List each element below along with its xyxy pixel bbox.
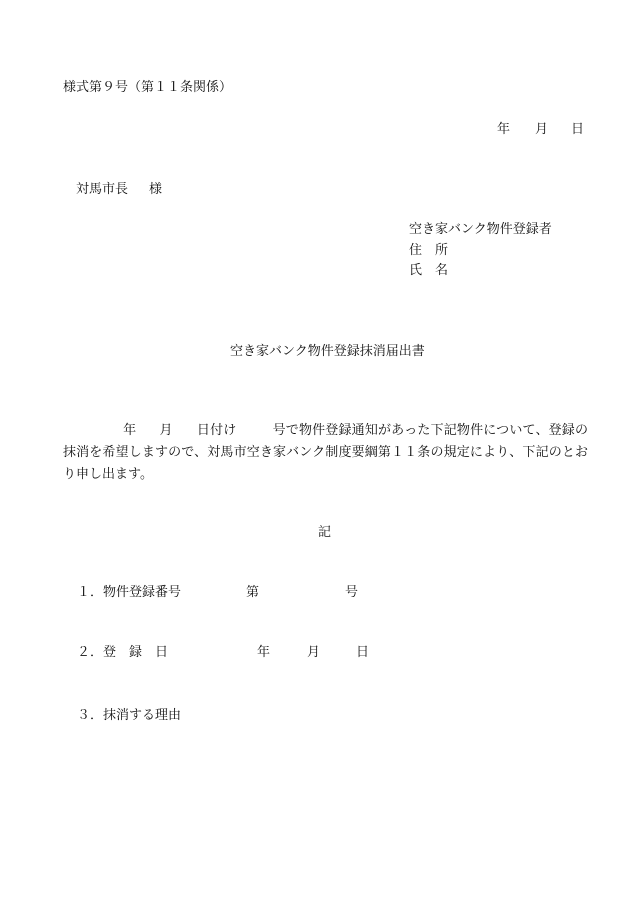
item-2-label: ２．登 録 日 xyxy=(77,645,169,660)
form-number: 様式第９号（第１１条関係） xyxy=(63,80,233,95)
document-title: 空き家バンク物件登録抹消届出書 xyxy=(230,344,425,359)
item-2-day: 日 xyxy=(356,645,370,660)
item-2-month: 月 xyxy=(307,645,321,660)
ki-heading: 記 xyxy=(318,525,332,540)
body-sentence: 号で物件登録通知があった下記物件について、登録の抹消を希望しますので、対馬市空き家バンク制度要綱第１１条の規定により、下記のとおり申し出ます。 xyxy=(63,423,588,482)
item-2-year: 年 xyxy=(257,645,271,660)
addressee-name: 対馬市長 xyxy=(76,182,129,197)
applicant-name-label: 氏 名 xyxy=(409,263,449,278)
date-day-label: 日 xyxy=(571,122,585,137)
applicant-title: 空き家バンク物件登録者 xyxy=(409,222,552,237)
body-month-label: 月 xyxy=(159,423,173,438)
body-dated-label: 日付け xyxy=(196,423,237,438)
item-1-prefix: 第 xyxy=(246,585,260,600)
body-year-label: 年 xyxy=(123,423,137,438)
date-year-label: 年 xyxy=(497,122,511,137)
date-month-label: 月 xyxy=(535,122,549,137)
item-1-label: １．物件登録番号 xyxy=(77,585,182,600)
addressee-honorific: 様 xyxy=(149,182,163,197)
item-3-label: ３．抹消する理由 xyxy=(77,708,182,723)
applicant-address-label: 住 所 xyxy=(409,243,449,258)
item-1-suffix: 号 xyxy=(345,585,359,600)
body-paragraph xyxy=(63,420,588,486)
